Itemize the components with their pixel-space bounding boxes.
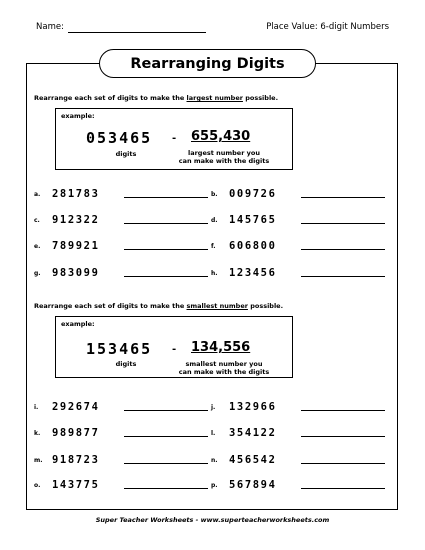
problem-letter: n. (211, 457, 218, 464)
answer-line[interactable] (301, 410, 385, 411)
example-label: example: (61, 320, 95, 328)
problem-digits: 989877 (52, 427, 100, 439)
problem-digits: 143775 (52, 479, 100, 491)
problem-digits: 354122 (229, 427, 277, 439)
problem-item (34, 399, 208, 413)
section2-instruction-pre: Rearrange each set of digits to make the (34, 302, 187, 310)
problem-item (211, 399, 385, 413)
answer-line[interactable] (124, 197, 208, 198)
example-digits-caption: digits (115, 150, 137, 158)
section1-instruction-post: possible. (242, 94, 279, 102)
problem-item (34, 425, 208, 439)
problem-letter: h. (211, 270, 218, 277)
problem-digits: 983099 (52, 267, 100, 279)
answer-line[interactable] (124, 488, 208, 489)
problem-digits: 789921 (52, 240, 100, 252)
title-banner (99, 49, 316, 78)
section2-instruction-key: smallest number (186, 302, 248, 310)
problem-item (211, 212, 385, 226)
example-answer-caption-line1: largest number you (187, 149, 260, 157)
problem-letter: m. (34, 457, 43, 464)
problem-item (211, 477, 385, 491)
answer-line[interactable] (124, 410, 208, 411)
example-answer: 655,430 (191, 129, 251, 144)
problem-item (34, 186, 208, 200)
problem-digits: 567894 (229, 479, 277, 491)
problem-letter: g. (34, 270, 41, 277)
example-answer-caption-line1: smallest number you (185, 360, 263, 368)
problem-letter: i. (34, 404, 39, 411)
problem-letter: c. (34, 217, 40, 224)
problem-item (211, 452, 385, 466)
problem-item (211, 186, 385, 200)
answer-line[interactable] (301, 223, 385, 224)
problem-letter: k. (34, 430, 41, 437)
answer-line[interactable] (124, 223, 208, 224)
problem-item (34, 477, 208, 491)
problem-digits: 918723 (52, 454, 100, 466)
problem-letter: f. (211, 243, 216, 250)
footer-credit: Super Teacher Worksheets - www.superteacherworksheets.com (95, 516, 330, 524)
page-title: Rearranging Digits (130, 55, 285, 72)
problem-item (34, 212, 208, 226)
problem-digits: 123456 (229, 267, 277, 279)
problem-letter: o. (34, 482, 41, 489)
section1-example-box (55, 108, 293, 170)
answer-line[interactable] (124, 276, 208, 277)
problem-item (34, 238, 208, 252)
section2-instruction (34, 302, 283, 310)
problem-letter: e. (34, 243, 41, 250)
problem-letter: l. (211, 430, 216, 437)
name-label: Name: (36, 22, 64, 32)
problem-letter: d. (211, 217, 218, 224)
example-answer: 134,556 (191, 340, 251, 355)
problem-letter: p. (211, 482, 218, 489)
answer-line[interactable] (301, 276, 385, 277)
example-dash: - (172, 133, 177, 144)
problem-digits: 912322 (52, 214, 100, 226)
answer-line[interactable] (301, 249, 385, 250)
problem-letter: b. (211, 191, 218, 198)
example-answer-caption (164, 149, 284, 165)
answer-line[interactable] (124, 463, 208, 464)
problem-digits: 009726 (229, 188, 277, 200)
problem-item (211, 425, 385, 439)
answer-line[interactable] (124, 436, 208, 437)
example-answer-caption-line2: can make with the digits (178, 157, 270, 165)
section2-instruction-post: possible. (247, 302, 284, 310)
example-dash: - (172, 344, 177, 355)
answer-line[interactable] (301, 197, 385, 198)
problem-digits: 132966 (229, 401, 277, 413)
problem-digits: 145765 (229, 214, 277, 226)
section1-instruction (34, 94, 278, 102)
example-answer-caption-line2: can make with the digits (178, 368, 270, 376)
answer-line[interactable] (301, 488, 385, 489)
section2-example-box (55, 316, 293, 378)
problem-item (211, 265, 385, 279)
example-digits: 053465 (86, 129, 153, 147)
answer-line[interactable] (301, 436, 385, 437)
answer-line[interactable] (124, 249, 208, 250)
problem-item (34, 452, 208, 466)
name-input-line[interactable] (68, 32, 206, 33)
problem-digits: 292674 (52, 401, 100, 413)
example-answer-caption (164, 360, 284, 376)
example-digits-caption: digits (115, 360, 137, 368)
worksheet-topic: Place Value: 6-digit Numbers (266, 22, 389, 32)
example-digits: 153465 (86, 340, 153, 358)
problem-item (211, 238, 385, 252)
problem-digits: 281783 (52, 188, 100, 200)
answer-line[interactable] (301, 463, 385, 464)
problem-digits: 456542 (229, 454, 277, 466)
problem-digits: 606800 (229, 240, 277, 252)
problem-letter: j. (211, 404, 216, 411)
section1-instruction-key: largest number (186, 94, 243, 102)
example-label: example: (61, 112, 95, 120)
problem-item (34, 265, 208, 279)
section1-instruction-pre: Rearrange each set of digits to make the (34, 94, 187, 102)
problem-letter: a. (34, 191, 41, 198)
